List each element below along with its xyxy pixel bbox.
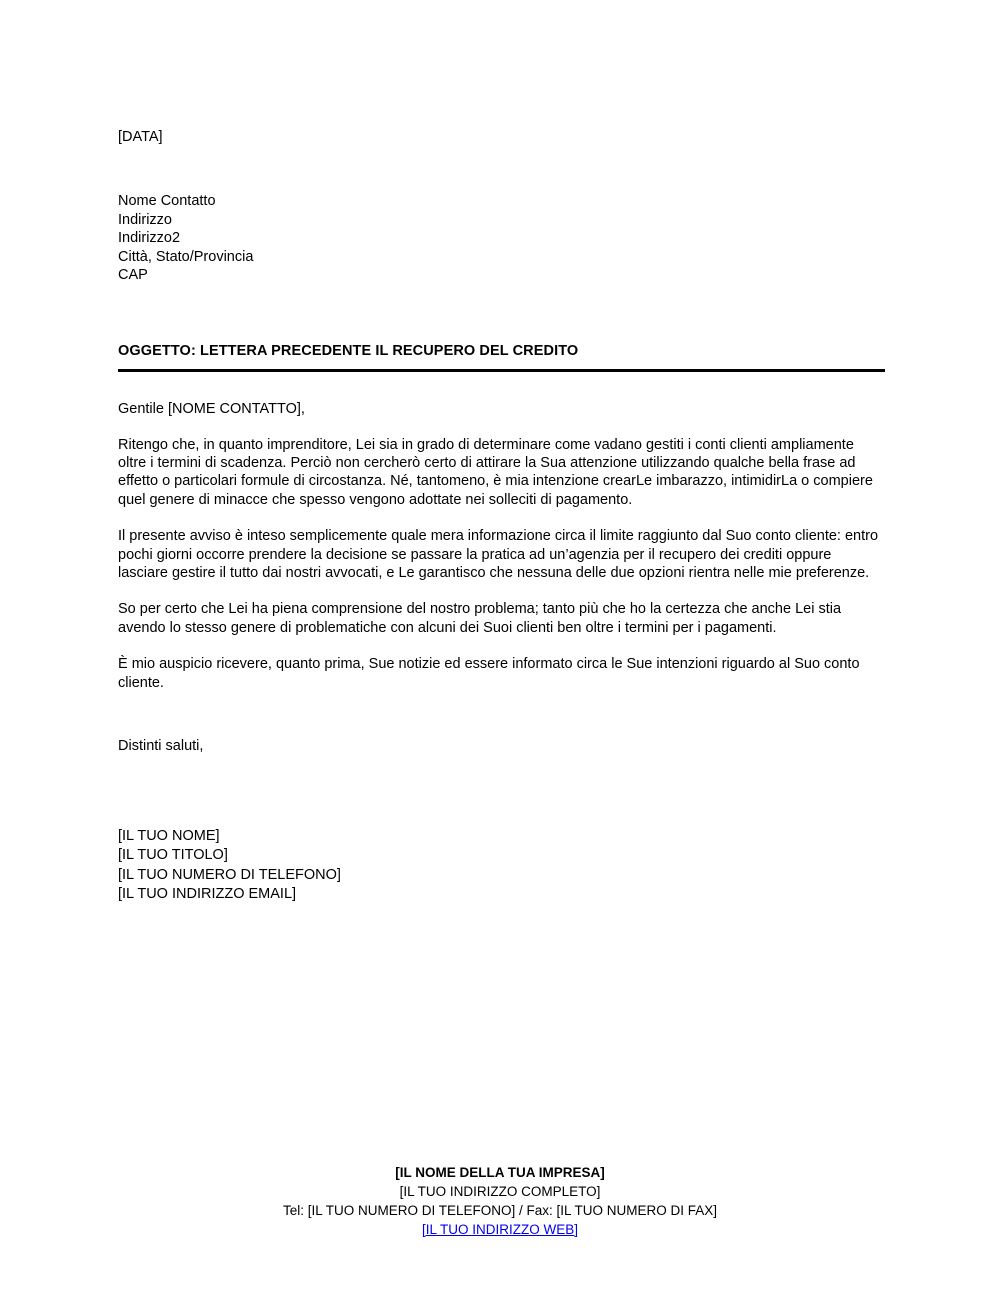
footer-website-link[interactable]: [IL TUO INDIRIZZO WEB] [421, 1222, 578, 1237]
recipient-line-address1: Indirizzo [118, 211, 172, 228]
page-footer [0, 1163, 1000, 1239]
body-paragraph-4: È mio auspicio ricevere, quanto prima, Sue notizie ed essere informato circa le Sue intenzioni riguardo al Suo conto cliente. [118, 656, 860, 691]
body-paragraph-1: Ritengo che, in quanto imprenditore, Lei sia in grado di determinare come vadano gestiti i conti clienti ampliamente oltre i termini di scadenza. Perciò non cercherò certo di attirare la Sua attenzione utilizzando qualche bella frase ad effetto o particolari formule di circostanza. Né, tantomeno, è mia intenzione crearLe imbarazzo, intimidirLa o compiere quel genere di minacce che spesso vengono adottate nei solleciti di pagamento. [118, 436, 873, 508]
recipient-line-name: Nome Contatto [118, 193, 216, 209]
footer-website-link-wrapper [0, 1220, 1000, 1239]
body-paragraph-3: So per certo che Lei ha piena comprensione del nostro problema; tanto più che ho la certezza che anche Lei stia avendo lo stesso genere di problematiche con alcuni dei Suoi clienti ben oltre i termini per i pagamenti. [118, 601, 842, 636]
signature-phone: [IL TUO NUMERO DI TELEFONO] [118, 866, 341, 883]
body-paragraph-2: Il presente avviso è inteso semplicemente quale mera informazione circa il limite raggiunto dal Suo conto cliente: entro pochi giorni occorre prendere la decisione se passare la pratica ad un’agenzia per il recupero dei crediti oppure lasciare gestire il tutto dai nostri avvocati, e Le garantisco che nessuna delle due opzioni rientra nelle mie preferenze. [118, 528, 879, 581]
signature-title: [IL TUO TITOLO] [118, 847, 228, 864]
letter-body [118, 128, 885, 905]
footer-address: [IL TUO INDIRIZZO COMPLETO] [399, 1184, 601, 1199]
subject-divider-rule [118, 369, 885, 372]
recipient-line-postal-code: CAP [118, 267, 148, 283]
signature-block [118, 827, 885, 905]
signature-name: [IL TUO NOME] [118, 827, 220, 844]
footer-contact: Tel: [IL TUO NUMERO DI TELEFONO] / Fax: [IL TUO NUMERO DI FAX] [282, 1203, 718, 1218]
subject-section [118, 342, 885, 372]
closing-line: Distinti saluti, [118, 737, 204, 754]
salutation-line: Gentile [NOME CONTATTO], [118, 400, 305, 417]
signature-email: [IL TUO INDIRIZZO EMAIL] [118, 886, 297, 903]
footer-company-name: [IL NOME DELLA TUA IMPRESA] [395, 1165, 605, 1180]
recipient-address-block [118, 192, 885, 285]
recipient-line-city-state: Città, Stato/Provincia [118, 248, 254, 265]
subject-line: OGGETTO: LETTERA PRECEDENTE IL RECUPERO DEL CREDITO [118, 342, 579, 359]
date-placeholder: [DATA] [118, 129, 163, 145]
recipient-line-address2: Indirizzo2 [118, 230, 181, 246]
